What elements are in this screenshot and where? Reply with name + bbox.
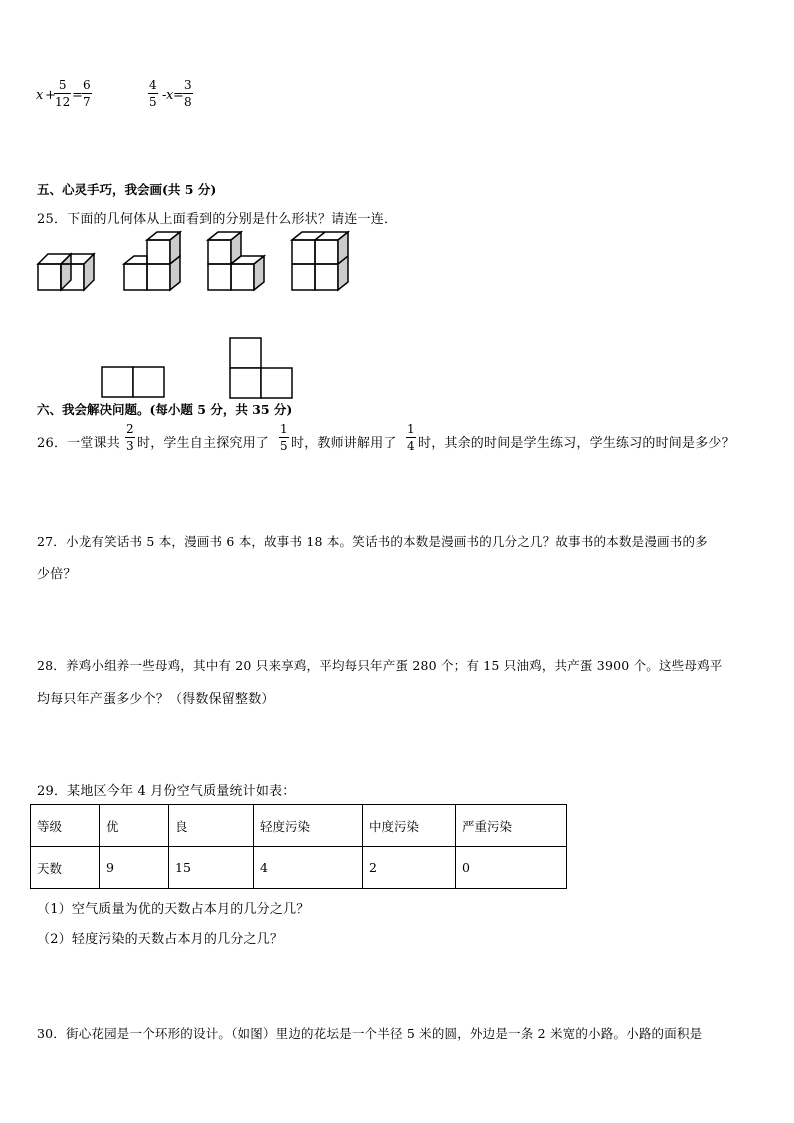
q26-fraction-2-denominator: 5: [280, 439, 288, 453]
q26-fraction-3-numerator: 1: [407, 422, 415, 436]
eq2-equals: =: [173, 88, 184, 103]
eq2-fraction-right-denominator: 8: [184, 95, 192, 109]
table-cell: 严重污染: [456, 805, 567, 847]
air-quality-table: [30, 804, 567, 889]
table-header-row: [31, 805, 567, 847]
fraction-bar: [82, 93, 92, 94]
eq1-fraction-left-denominator: 12: [55, 95, 71, 109]
question-29-sub1: （1）空气质量为优的天数占本月的几分之几？: [37, 902, 310, 917]
q26-fraction-1-denominator: 3: [126, 439, 134, 453]
section5-title: 五、心灵手巧，我会画(共 5 分): [37, 182, 217, 197]
question-28-line1: 28．养鸡小组养一些母鸡，其中有 20 只来享鸡，平均每只年产蛋 280 个；有 15 只油鸡，共产蛋 3900 个。这些母鸡平: [37, 658, 723, 673]
table-cell: 4: [254, 847, 363, 889]
question-27-line1: 27．小龙有笑话书 5 本，漫画书 6 本，故事书 18 本。笑话书的本数是漫画书的几分之几？故事书的本数是漫画书的多: [37, 534, 708, 549]
question-28-line2: 均每只年产蛋多少个？（得数保留整数）: [37, 692, 275, 707]
eq1-variable: x: [36, 88, 44, 103]
table-cell: 15: [169, 847, 254, 889]
eq1-plus: +: [45, 88, 56, 103]
cube-figure-4: [288, 230, 358, 295]
q26-text-part1: 26．一堂课共: [37, 436, 120, 451]
q26-fraction-2-numerator: 1: [280, 422, 288, 436]
eq1-equals: =: [72, 88, 83, 103]
fraction-bar: [183, 93, 193, 94]
q26-text-part4: 时，其余的时间是学生练习，学生练习的时间是多少？: [418, 436, 735, 451]
table-cell: 2: [363, 847, 456, 889]
cube-figure-3: [204, 230, 274, 295]
table-cell: 良: [169, 805, 254, 847]
question-25: 25．下面的几何体从上面看到的分别是什么形状？请连一连．: [37, 212, 398, 227]
eq2-fraction-left: [148, 79, 158, 108]
eq2-fraction-right-numerator: 3: [184, 78, 192, 92]
q26-fraction-3: [406, 423, 416, 452]
table-cell: 轻度污染: [254, 805, 363, 847]
table-cell: 0: [456, 847, 567, 889]
eq1-fraction-right-denominator: 7: [83, 95, 91, 109]
eq1-fraction-right-numerator: 6: [83, 78, 91, 92]
question-29-sub2: （2）轻度污染的天数占本月的几分之几？: [37, 932, 284, 947]
question-27-line2: 少倍？: [37, 567, 77, 582]
eq2-fraction-right: [183, 79, 193, 108]
question-30: 30．街心花园是一个环形的设计。（如图）里边的花坛是一个半径 5 米的圆，外边是一条 2 米宽的小路。小路的面积是: [37, 1026, 703, 1041]
table-cell: 9: [100, 847, 169, 889]
eq2-variable: x: [166, 88, 174, 103]
eq2-fraction-left-numerator: 4: [149, 78, 157, 92]
eq1-fraction-right: [82, 79, 92, 108]
top-view-shape-1: [100, 365, 166, 399]
q26-text-part2: 时，学生自主探究用了: [137, 436, 270, 451]
table-row: [31, 847, 567, 889]
eq2-minus: -: [162, 88, 167, 103]
eq1-fraction-left-numerator: 5: [58, 78, 67, 92]
top-view-shape-2: [228, 336, 294, 400]
q26-fraction-2: [279, 423, 289, 452]
fraction-bar: [54, 93, 71, 94]
fraction-bar: [148, 93, 158, 94]
eq1-fraction-left: [54, 79, 71, 108]
fraction-bar: [406, 437, 416, 438]
table-cell: 中度污染: [363, 805, 456, 847]
q26-fraction-1-numerator: 2: [126, 422, 134, 436]
q26-fraction-3-denominator: 4: [407, 439, 415, 453]
table-cell: 优: [100, 805, 169, 847]
eq2-fraction-left-denominator: 5: [149, 95, 157, 109]
fraction-bar: [125, 437, 135, 438]
cube-figure-2: [120, 230, 190, 295]
section6-title: 六、我会解决问题。(每小题 5 分，共 35 分): [37, 402, 293, 417]
question-29-intro: 29．某地区今年 4 月份空气质量统计如表：: [37, 784, 296, 799]
cube-figure-1: [36, 238, 106, 298]
table-cell: 天数: [31, 847, 100, 889]
q26-text-part3: 时，教师讲解用了: [291, 436, 397, 451]
q26-fraction-1: [125, 423, 135, 452]
table-cell: 等级: [31, 805, 100, 847]
fraction-bar: [279, 437, 289, 438]
